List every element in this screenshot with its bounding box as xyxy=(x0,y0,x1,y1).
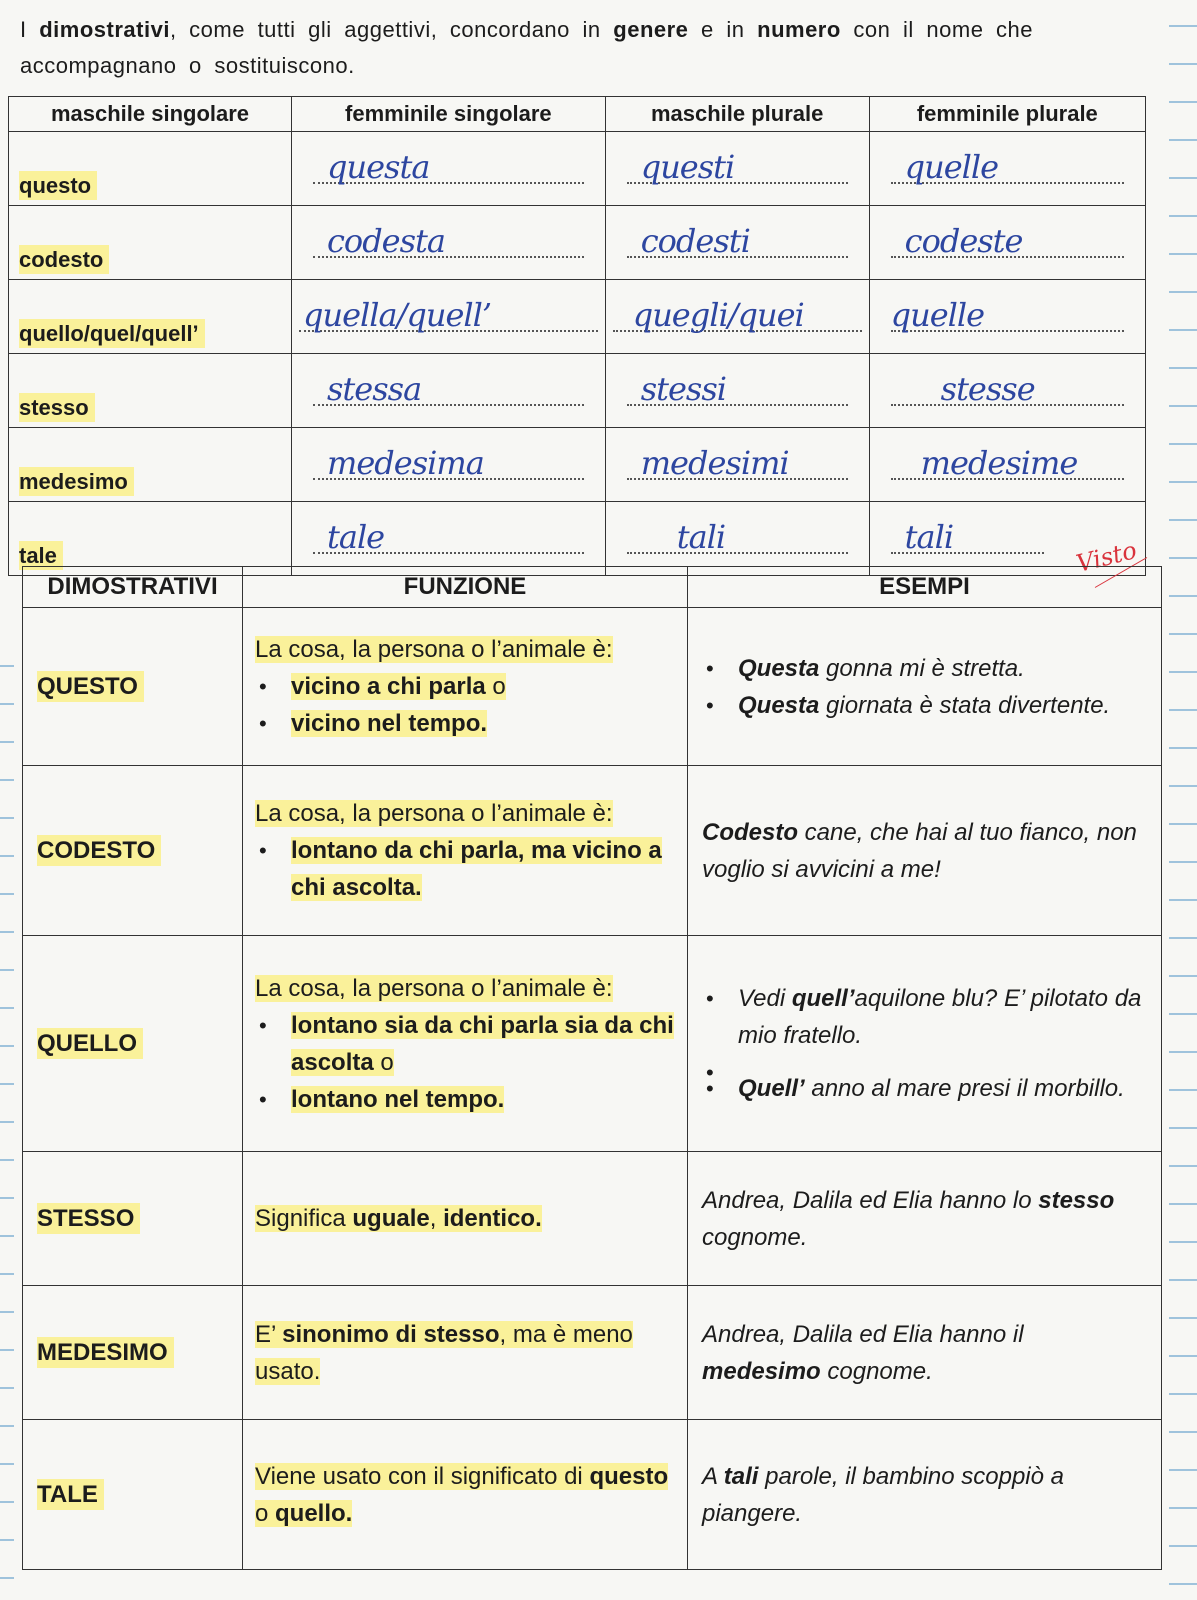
header-dimostrativi: DIMOSTRATIVI xyxy=(23,567,243,608)
handwritten-answer: quella/quell’ xyxy=(303,295,492,334)
table-row xyxy=(23,1286,1162,1420)
table-row xyxy=(23,936,1162,1152)
function-text: Viene usato con il significato di questo o quello. xyxy=(255,1462,669,1527)
demonstrative-name: STESSO xyxy=(37,1203,140,1234)
example-item: • Vedi quell’aquilone blu? E’ pilotato da mio fratello. xyxy=(702,980,1147,1054)
handwritten-answer: stessi xyxy=(640,369,726,408)
handwritten-answer: questa xyxy=(327,147,430,186)
example-item: • Quell’ anno al mare presi il morbillo. xyxy=(702,1070,1147,1107)
table-row xyxy=(9,428,1146,502)
header-esempi: ESEMPI xyxy=(688,567,1162,608)
form-ms: medesimo xyxy=(19,467,134,496)
notebook-lines-right xyxy=(1169,0,1197,1600)
table-row xyxy=(9,206,1146,280)
function-text: E’ sinonimo di stesso, ma è meno usato. xyxy=(255,1320,633,1385)
demonstrative-name: TALE xyxy=(37,1479,104,1510)
intro-paragraph: I dimostrativi, come tutti gli aggettivi, concordano in genere e in numero con il nome che accompagnano o sostituiscono. xyxy=(20,17,1034,78)
handwritten-answer: codesta xyxy=(327,221,445,260)
declension-table xyxy=(8,96,1146,576)
handwritten-answer: quelle xyxy=(890,295,985,334)
handwritten-answer: medesimi xyxy=(640,443,789,482)
handwritten-answer: tale xyxy=(327,517,385,556)
list-item: • vicino a chi parla o xyxy=(255,668,675,705)
example-text: A tali parole, il bambino scoppiò a piangere. xyxy=(688,1420,1162,1570)
example-text: Codesto xyxy=(702,818,798,846)
header-femminile-plurale: femminile plurale xyxy=(869,97,1145,132)
notebook-lines-left xyxy=(0,640,14,1600)
header-maschile-plurale: maschile plurale xyxy=(605,97,869,132)
example-text: Andrea, Dalila ed Elia hanno il medesimo cognome. xyxy=(688,1286,1162,1420)
handwritten-answer: tali xyxy=(676,517,726,556)
function-lead: La cosa, la persona o l’animale è: xyxy=(255,800,613,827)
demonstrative-name: MEDESIMO xyxy=(37,1337,174,1368)
list-item: • lontano nel tempo. xyxy=(255,1081,675,1118)
handwritten-answer: stesse xyxy=(940,369,1035,408)
form-ms: quello/quel/quell’ xyxy=(19,319,205,348)
handwritten-answer: quegli/quei xyxy=(632,295,804,334)
demonstrative-name: QUESTO xyxy=(37,671,144,702)
function-text: Significa uguale, identico. xyxy=(255,1205,542,1232)
header-funzione: FUNZIONE xyxy=(243,567,688,608)
example-item: • Questa gonna mi è stretta. xyxy=(702,650,1147,687)
list-item: • lontano sia da chi parla sia da chi ascolta o xyxy=(255,1007,675,1081)
function-table xyxy=(22,566,1162,1570)
example-text: Andrea, Dalila ed Elia hanno lo stesso cognome. xyxy=(688,1152,1162,1286)
demonstrative-name: CODESTO xyxy=(37,835,161,866)
handwritten-answer: codesti xyxy=(640,221,750,260)
function-header-row xyxy=(23,567,1162,608)
handwritten-answer: medesime xyxy=(920,443,1078,482)
form-ms: tale xyxy=(19,541,63,570)
table-row xyxy=(9,132,1146,206)
demonstrative-name: QUELLO xyxy=(37,1028,143,1059)
table-row xyxy=(23,1420,1162,1570)
declension-header-row xyxy=(9,97,1146,132)
list-item: • vicino nel tempo. xyxy=(255,705,675,742)
table-row: CODESTO La cosa, la persona o l’animale è: • lontano da chi parla, ma vicino a chi ascolta. Codesto cane, che hai al tuo fianco, non voglio si avvicini a me! xyxy=(23,766,1162,936)
form-ms: codesto xyxy=(19,245,109,274)
teacher-mark: Visto xyxy=(1073,536,1140,578)
example-item: • Questa giornata è stata divertente. xyxy=(702,687,1147,724)
form-ms: questo xyxy=(19,171,97,200)
handwritten-answer: medesima xyxy=(327,443,484,482)
function-lead: La cosa, la persona o l’animale è: xyxy=(255,636,613,663)
function-lead: La cosa, la persona o l’animale è: xyxy=(255,974,613,1002)
table-row xyxy=(9,502,1146,576)
table-row xyxy=(23,608,1162,766)
handwritten-answer: quelle xyxy=(904,147,999,186)
table-row xyxy=(9,354,1146,428)
list-item: • lontano da chi parla, ma vicino a chi ascolta. xyxy=(255,832,675,906)
table-row xyxy=(23,1152,1162,1286)
handwritten-answer: codeste xyxy=(904,221,1023,260)
form-ms: stesso xyxy=(19,393,95,422)
handwritten-answer: tali xyxy=(904,517,954,556)
header-maschile-singolare: maschile singolare xyxy=(9,97,292,132)
handwritten-answer: stessa xyxy=(327,369,422,408)
header-femminile-singolare: femminile singolare xyxy=(292,97,606,132)
table-row xyxy=(9,280,1146,354)
handwritten-answer: questi xyxy=(640,147,735,186)
